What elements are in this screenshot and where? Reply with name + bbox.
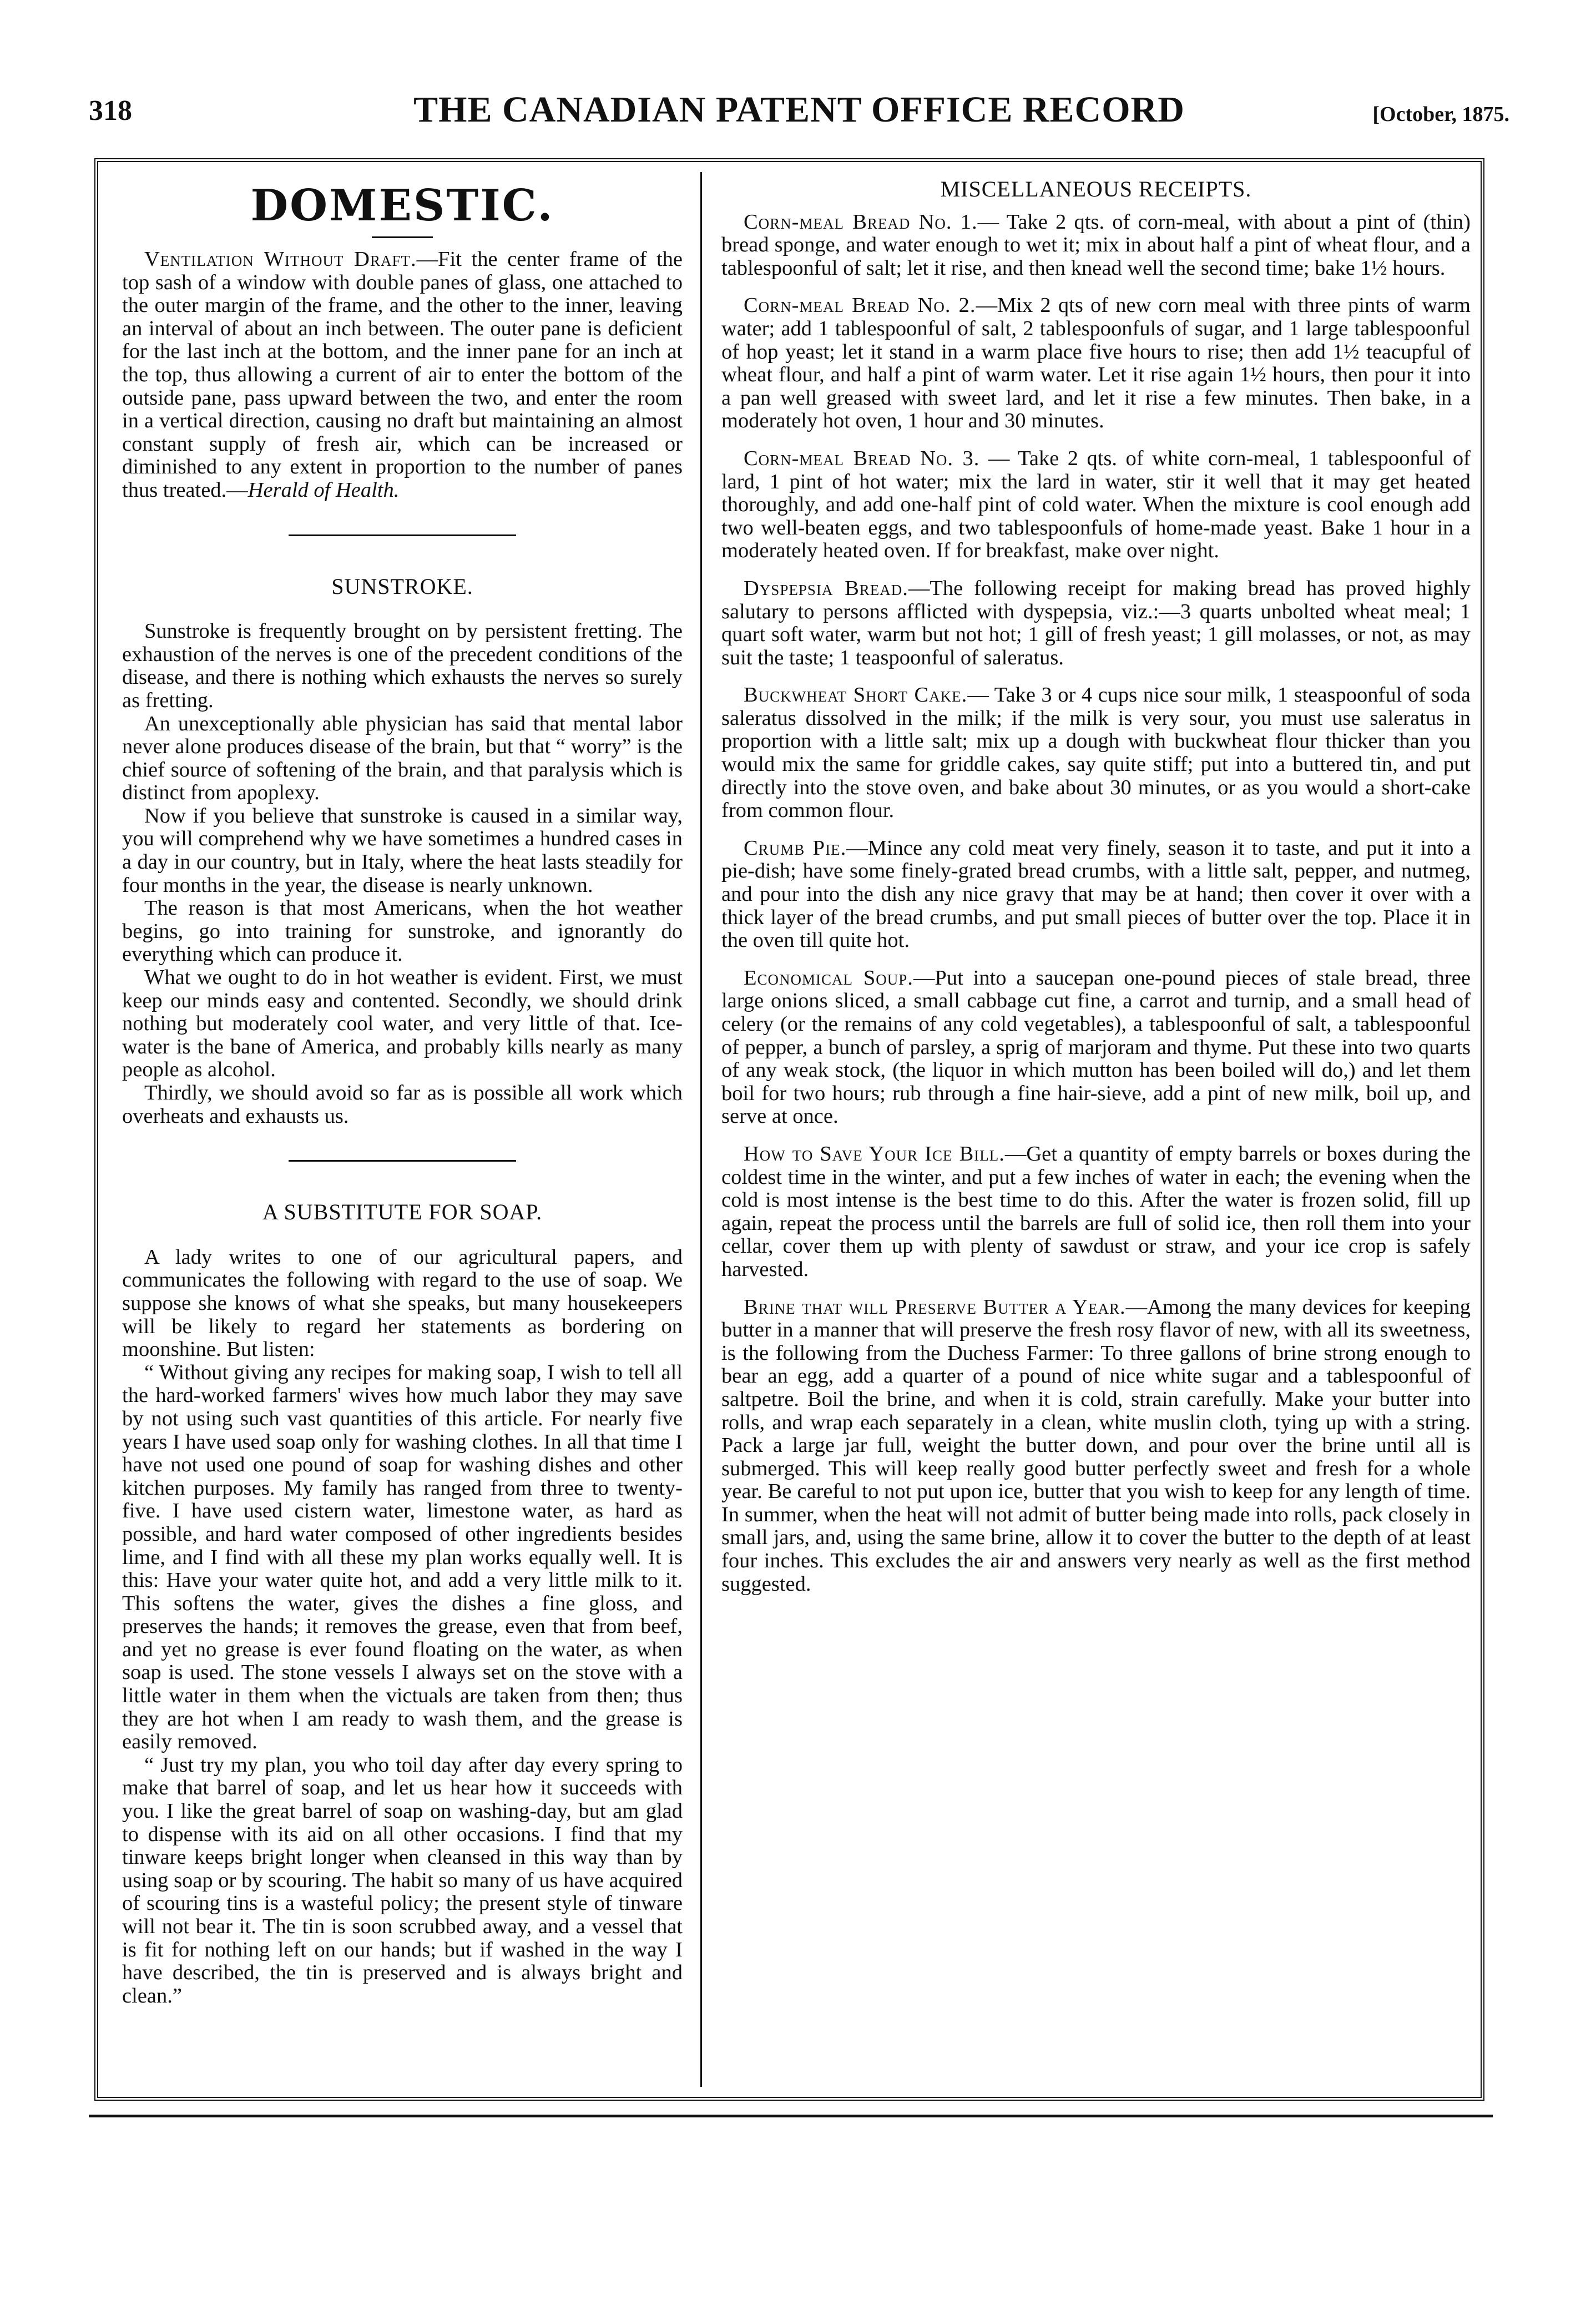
section-heading-sunstroke: SUNSTROKE. (331, 573, 473, 599)
bottom-rule (89, 2115, 1493, 2117)
receipt-crumb-pie (721, 837, 1471, 952)
page-number: 318 (89, 95, 132, 127)
receipt-corn-meal-bread-3 (721, 447, 1471, 563)
section-rule (289, 1160, 516, 1162)
receipt-corn-meal-bread-2 (721, 294, 1471, 433)
receipt-body: —Get a quantity of empty barrels or boxes during the coldest time in the winter, and put a few inches of water in each; the evening when the cold is most intense is the best time to do this. After the water is frozen solid, fill up again, repeat the process until the barrels are full of solid ice, then roll them into your cellar, cover them up with plenty of sawdust or straw, and your ice crop is safely harvested. (721, 1142, 1471, 1281)
heading-rule (372, 236, 433, 238)
article-body: —Fit the center frame of the top sash of a window with double panes of glass, one attached to the outer margin of the frame, and the other to the inner, leaving an interval of about an inch between. The outer pane is deficient for the last inch at the bottom, and the inner pane for an inch at the top, thus allowing a current of air to enter the bottom of the outside pane, pass upward between the two, and enter the room in a vertical direction, causing no draft but maintaining an almost constant supply of fresh air, which can be increased or diminished to any extent in proportion to the number of panes thus treated.— (122, 248, 683, 502)
paragraph: Now if you believe that sunstroke is caused in a similar way, you will comprehend why we have sometimes a hundred cases in a day in our country, but in Italy, where the heat lasts steadily for four months in the year, the disease is nearly unknown. (122, 804, 683, 897)
left-column (122, 178, 683, 2008)
receipt-lead: Corn-meal Bread No. 3. (744, 446, 980, 470)
section-rule (289, 534, 516, 536)
running-head (89, 83, 1509, 133)
receipt-lead: Brine that will Preserve Butter a Year. (744, 1295, 1126, 1319)
receipt-buckwheat-short-cake (721, 684, 1471, 823)
section-heading-domestic: DOMESTIC. (250, 180, 554, 231)
paragraph: What we ought to do in hot weather is evident. First, we must keep our minds easy and contented. Secondly, we should drink nothing but moderately cool water, and very little of that. Ice-water is the bane of America, and probably kills nearly as many people as alcohol. (122, 966, 683, 1082)
receipt-lead: Corn-meal Bread No. 2. (744, 294, 976, 317)
receipt-lead: Dyspepsia Bread. (744, 576, 908, 600)
paragraph: Sunstroke is frequently brought on by persistent fretting. The exhaustion of the nerves is one of the precedent conditions of the disease, and there is nothing which exhausts the nerves so surely as fretting. (122, 619, 683, 712)
receipt-lead: Economical Soup. (744, 966, 913, 990)
paragraph: Thirdly, we should avoid so far as is possible all work which overheats and exhausts us. (122, 1081, 683, 1128)
section-heading-miscellaneous-receipts: MISCELLANEOUS RECEIPTS. (940, 176, 1252, 201)
receipt-body: —The following receipt for making bread has proved highly salutary to persons afflicted with dyspepsia, viz.:—3 quarts unbolted wheat meal; 1 quart soft water, warm but not hot; 1 gill of fresh yeast; 1 gill molasses, or not, as may suit the taste; 1 teaspoonful of saleratus. (721, 576, 1471, 669)
paragraph: “ Just try my plan, you who toil day after day every spring to make that barrel of soap, and let us hear how it succeeds with you. I like the great barrel of soap on washing-day, but am glad to dispense with its aid on all other occasions. I find that my tinware keeps bright longer when cleansed in this way than by using soap or by scouring. The habit so many of us have acquired of scouring tins is a wasteful policy; the present style of tinware will not bear it. The tin is soon scrubbed away, and a vessel that is fit for nothing left on our hands; but if washed in the way I have described, the tin is preserved and is always bright and clean.” (122, 1753, 683, 2008)
receipt-ice-bill (721, 1143, 1471, 1282)
receipt-lead: How to Save Your Ice Bill. (744, 1142, 1005, 1166)
receipt-body: —Mince any cold meat very finely, season it to taste, and put it into a pie-dish; have some finely-grated bread crumbs, with a little salt, pepper, and nutmeg, and pour into the dish any nice gravy that may be at hand; then cover it over with a thick layer of the bread crumbs, and put small pieces of butter over the top. Place it in the oven till quite hot. (721, 836, 1471, 952)
receipt-body: —Mix 2 qts of new corn meal with three pints of warm water; add 1 tablespoonful of salt, 2 tablespoonfuls of sugar, and 1 large tablespoonful of hop yeast; let it stand in a warm place five hours to rise; then add 1½ teacupful of wheat flour, and half a pint of warm water. Let it rise again 1½ hours, then pour it into a pan well greased with sweet lard, and let it rise a few minutes. Then bake, in a moderately hot oven, 1 hour and 30 minutes. (721, 294, 1471, 433)
receipt-body: — Take 3 or 4 cups nice sour milk, 1 steaspoonful of soda saleratus dissolved in the milk; if the milk is very sour, you must use saleratus in proportion with a little salt; mix up a dough with buckwheat flour thicker than you would mix the same for griddle cakes, say quite stiff; put into a buttered tin, and put directly into the stove oven, and bake about 30 minutes, or as you would a short-cake from common flour. (721, 683, 1471, 823)
article-source: Herald of Health. (248, 478, 400, 502)
receipt-corn-meal-bread-1 (721, 211, 1471, 280)
issue-date: [October, 1875. (1372, 103, 1509, 126)
receipt-body: — Take 2 qts. of corn-meal, with about a pint of (thin) bread sponge, and water enough to wet it; mix in about half a pint of wheat flour, and a tablespoonful of salt; let it rise, and then knead well the second time; bake 1½ hours. (721, 210, 1471, 280)
article-lead: Ventilation Without Draft. (144, 248, 417, 271)
receipt-butter-brine (721, 1296, 1471, 1596)
receipt-lead: Corn-meal Bread No. 1. (744, 210, 978, 234)
section-heading-soap: A SUBSTITUTE FOR SOAP. (262, 1199, 543, 1225)
right-column (721, 178, 1471, 1596)
article-ventilation (122, 248, 683, 502)
paragraph: An unexceptionally able physician has said that mental labor never alone produces disease of the brain, but that “ worry” is the chief source of softening of the brain, and that paralysis which is distinct from apoplexy. (122, 712, 683, 805)
paragraph: A lady writes to one of our agricultural papers, and communicates the following with regard to the use of soap. We suppose she knows of what she speaks, but many housekeepers will be likely to regard her statements as bordering on moonshine. But listen: (122, 1245, 683, 1361)
journal-title: THE CANADIAN PATENT OFFICE RECORD (413, 89, 1185, 130)
receipt-body: —Among the many devices for keeping butter in a manner that will preserve the fresh rosy flavor of new, with all its sweetness, is the following from the Duchess Farmer: To three gallons of brine strong enough to bear an egg, add a quarter of a pound of nice white sugar and a tablespoonful of saltpetre. Boil the brine, and when it is cold, strain carefully. Make your butter into rolls, and wrap each separately in a clean, white muslin cloth, tying up with a string. Pack a large jar full, weight the butter down, and pour over the brine until all is submerged. This will keep really good butter perfectly sweet and fresh for a whole year. Be careful to not put upon ice, butter that you wish to keep for any length of time. In summer, when the heat will not admit of butter being made into rolls, pack closely in small jars, and, using the same brine, allow it to cover the butter to the depth of at least four inches. This excludes the air and answers very nearly as well as the first method suggested. (721, 1295, 1471, 1596)
receipt-body: — Take 2 qts. of white corn-meal, 1 tablespoonful of lard, 1 pint of hot water; mix the lard in water, stir it well that it may get heated thoroughly, and add one-half pint of cold water. When the mixture is cool enough add two well-beaten eggs, and two tablespoonfuls of home-made yeast. Bake 1 hour in a moderately heated oven. If for breakfast, make over night. (721, 446, 1471, 563)
paragraph: “ Without giving any recipes for making soap, I wish to tell all the hard-worked farmers' wives how much labor they may save by not using such vast quantities of this article. For nearly five years I have used soap only for washing clothes. In all that time I have not used one pound of soap for washing dishes and other kitchen purposes. My family has ranged from three to twenty-five. I have used cistern water, limestone water, as hard as possible, and hard water composed of other ingredients besides lime, and I find with all these my plan works equally well. It is this: Have your water quite hot, and add a very little milk to it. This softens the water, gives the dishes a fine gloss, and preserves the hands; it removes the grease, even that from beef, and yet no grease is ever found floating on the water, as when soap is used. The stone vessels I always set on the stove with a little water in them when the victuals are taken from then; thus they are hot when I am ready to wash them, and the grease is easily removed. (122, 1360, 683, 1754)
receipt-dyspepsia-bread (721, 577, 1471, 669)
receipt-body: —Put into a saucepan one-pound pieces of stale bread, three large onions sliced, a small cabbage cut fine, a carrot and turnip, and a small head of celery (or the remains of any cold vegetables), a tablespoonful of salt, a tablespoonful of pepper, a bunch of parsley, a sprig of marjoram and thyme. Put these into two quarts of any weak stock, (the liquor in which mutton has been boiled will do,) and let them boil for two hours; rub through a fine hair-sieve, add a pint of new milk, boil up, and serve at once. (721, 966, 1471, 1128)
receipt-lead: Buckwheat Short Cake. (744, 683, 968, 707)
paragraph: The reason is that most Americans, when the hot weather begins, go into training for sunstroke, and ignorantly do everything which can produce it. (122, 896, 683, 966)
receipt-economical-soup (721, 967, 1471, 1128)
receipt-lead: Crumb Pie. (744, 836, 847, 860)
column-divider (700, 172, 702, 2087)
